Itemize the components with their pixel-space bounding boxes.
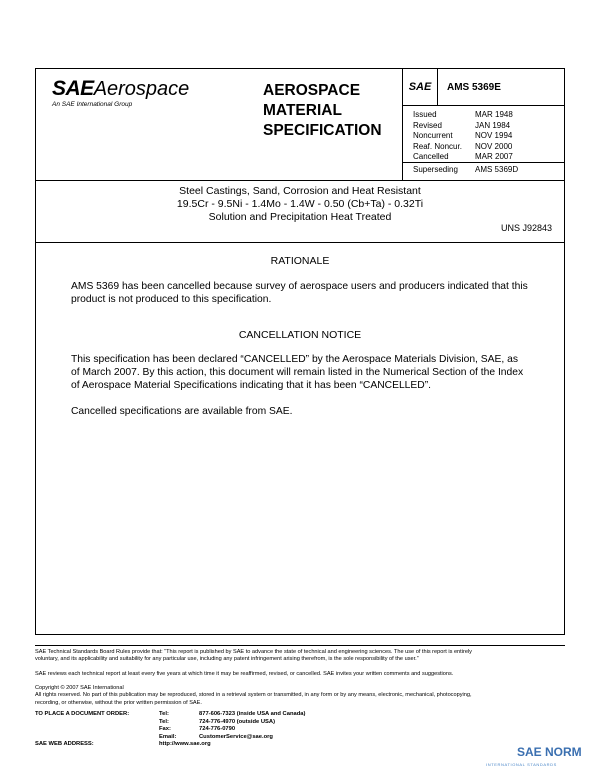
meta-key: Issued: [413, 110, 437, 119]
copyright-line: Copyright © 2007 SAE International: [35, 685, 124, 691]
brand-norm-text: SAE NORM: [517, 745, 582, 759]
rationale-heading: RATIONALE: [270, 255, 330, 267]
superseding-label: Superseding: [413, 165, 458, 174]
rationale-line: product is not produced to this specification.: [71, 294, 272, 305]
title-line-3: SPECIFICATION: [263, 122, 382, 139]
availability-note: Cancelled specifications are available from SAE.: [71, 406, 293, 417]
cancellation-line: This specification has been declared “CANCELLED” by the Aerospace Materials Division, SAE, as: [71, 354, 518, 365]
meta-value: MAR 1948: [475, 110, 513, 119]
review-note: SAE reviews each technical report at least every five years at which time it may be reaffirmed, revised, or cancelled. SAE invites your written comments and suggestions.: [35, 671, 454, 677]
contact-row: [35, 726, 305, 734]
copyright-block: [35, 685, 565, 707]
contact-row: [35, 741, 305, 749]
rationale-paragraph: [71, 280, 546, 306]
meta-row: [413, 131, 513, 142]
subject-line-1: Steel Castings, Sand, Corrosion and Heat Resistant: [179, 185, 421, 197]
meta-row: [413, 152, 513, 163]
contact-row: [35, 711, 305, 719]
rights-line: All rights reserved. No part of this publication may be reproduced, stored in a retrieval system or transmitted, in any form or by any means, electronic, mechanical, photocopying,: [35, 692, 472, 699]
meta-value: MAR 2007: [475, 152, 513, 161]
uns-number: UNS J92843: [500, 223, 552, 233]
logo-subtitle: An SAE International Group: [52, 101, 133, 108]
web-label: SAE WEB ADDRESS:: [35, 741, 94, 748]
cancellation-heading: CANCELLATION NOTICE: [238, 329, 362, 341]
contact-value: 877-606-7323 (inside USA and Canada): [199, 711, 306, 717]
contact-value: CustomerService@sae.org: [199, 733, 273, 740]
title-cell: [252, 69, 402, 180]
meta-key: Cancelled: [413, 152, 449, 161]
sae-norm-watermark: [484, 742, 584, 770]
subject-line-2: 19.5Cr - 9.5Ni - 1.4Mo - 1.4W - 0.50 (Cb+Ta) - 0.32Ti: [176, 198, 424, 210]
sae-aerospace-logo: [52, 77, 189, 101]
cancellation-line: of Aerospace Material Specifications indicating that it has been “CANCELLED”.: [71, 380, 432, 391]
meta-row: [413, 121, 513, 132]
subject-block: [36, 180, 564, 243]
contact-key: Tel:: [159, 711, 169, 717]
meta-key: Reaf. Noncur.: [413, 141, 462, 151]
order-label: TO PLACE A DOCUMENT ORDER:: [35, 711, 130, 717]
meta-divider: [403, 162, 565, 163]
issue-history: [413, 110, 513, 163]
meta-cell: [402, 69, 565, 180]
logo-sae-text: SAE: [52, 77, 94, 100]
contact-key: Tel:: [159, 718, 169, 725]
meta-key: Noncurrent: [413, 131, 453, 140]
contact-value: 724-776-0790: [199, 726, 236, 733]
order-contact: [35, 711, 305, 749]
tsb-rules-line: voluntary, and its applicability and suitability for any particular use, including any patent infringement arising therefrom, is the sole responsibility of the user.”: [35, 656, 419, 663]
title-line-2: MATERIAL: [263, 102, 342, 119]
meta-key: Revised: [413, 120, 442, 130]
document-frame: [35, 68, 565, 635]
meta-value: JAN 1984: [475, 120, 511, 130]
meta-value: NOV 1994: [475, 131, 513, 140]
rationale-line: AMS 5369 has been cancelled because survey of aerospace users and producers indicated that this: [71, 281, 528, 292]
ams-number: AMS 5369E: [447, 82, 501, 93]
title-line-1: AEROSPACE: [263, 82, 361, 99]
subject-title: [36, 185, 564, 224]
subject-line-3: Solution and Precipitation Heat Treated: [208, 211, 392, 223]
document-header: [36, 69, 564, 181]
tsb-rules: [35, 649, 565, 664]
meta-row: [413, 142, 513, 153]
logo-cell: [36, 69, 252, 180]
contact-value: 724-776-4970 (outside USA): [199, 718, 276, 725]
cancellation-line: of March 2007. By this action, this document will remain listed in the Numerical Section of the Index: [71, 367, 524, 378]
contact-key: Fax:: [159, 726, 171, 733]
sae-mini-logo: SAE: [403, 69, 438, 105]
web-address-link[interactable]: http://www.sae.org: [159, 741, 211, 748]
cancellation-paragraph: [71, 353, 546, 392]
document-type-title: [263, 81, 382, 141]
tsb-rules-line: SAE Technical Standards Board Rules provide that: “This report is published by SAE to advance the state of technical and engineering sciences. The use of this report is entirely: [35, 649, 472, 655]
rights-line: recording, or otherwise, without the prior written permission of SAE.: [35, 699, 202, 706]
logo-aerospace-text: Aerospace: [93, 78, 190, 100]
meta-row: [413, 110, 513, 121]
superseding-row: [413, 165, 518, 174]
brand-subtitle: INTERNATIONAL STANDARDS: [486, 762, 557, 767]
meta-top: [403, 69, 565, 106]
contact-row: [35, 734, 305, 742]
footer-divider: [35, 645, 565, 646]
meta-value: NOV 2000: [475, 141, 513, 151]
superseding-value: AMS 5369D: [475, 165, 519, 174]
contact-row: [35, 719, 305, 727]
contact-key: Email:: [159, 733, 177, 740]
